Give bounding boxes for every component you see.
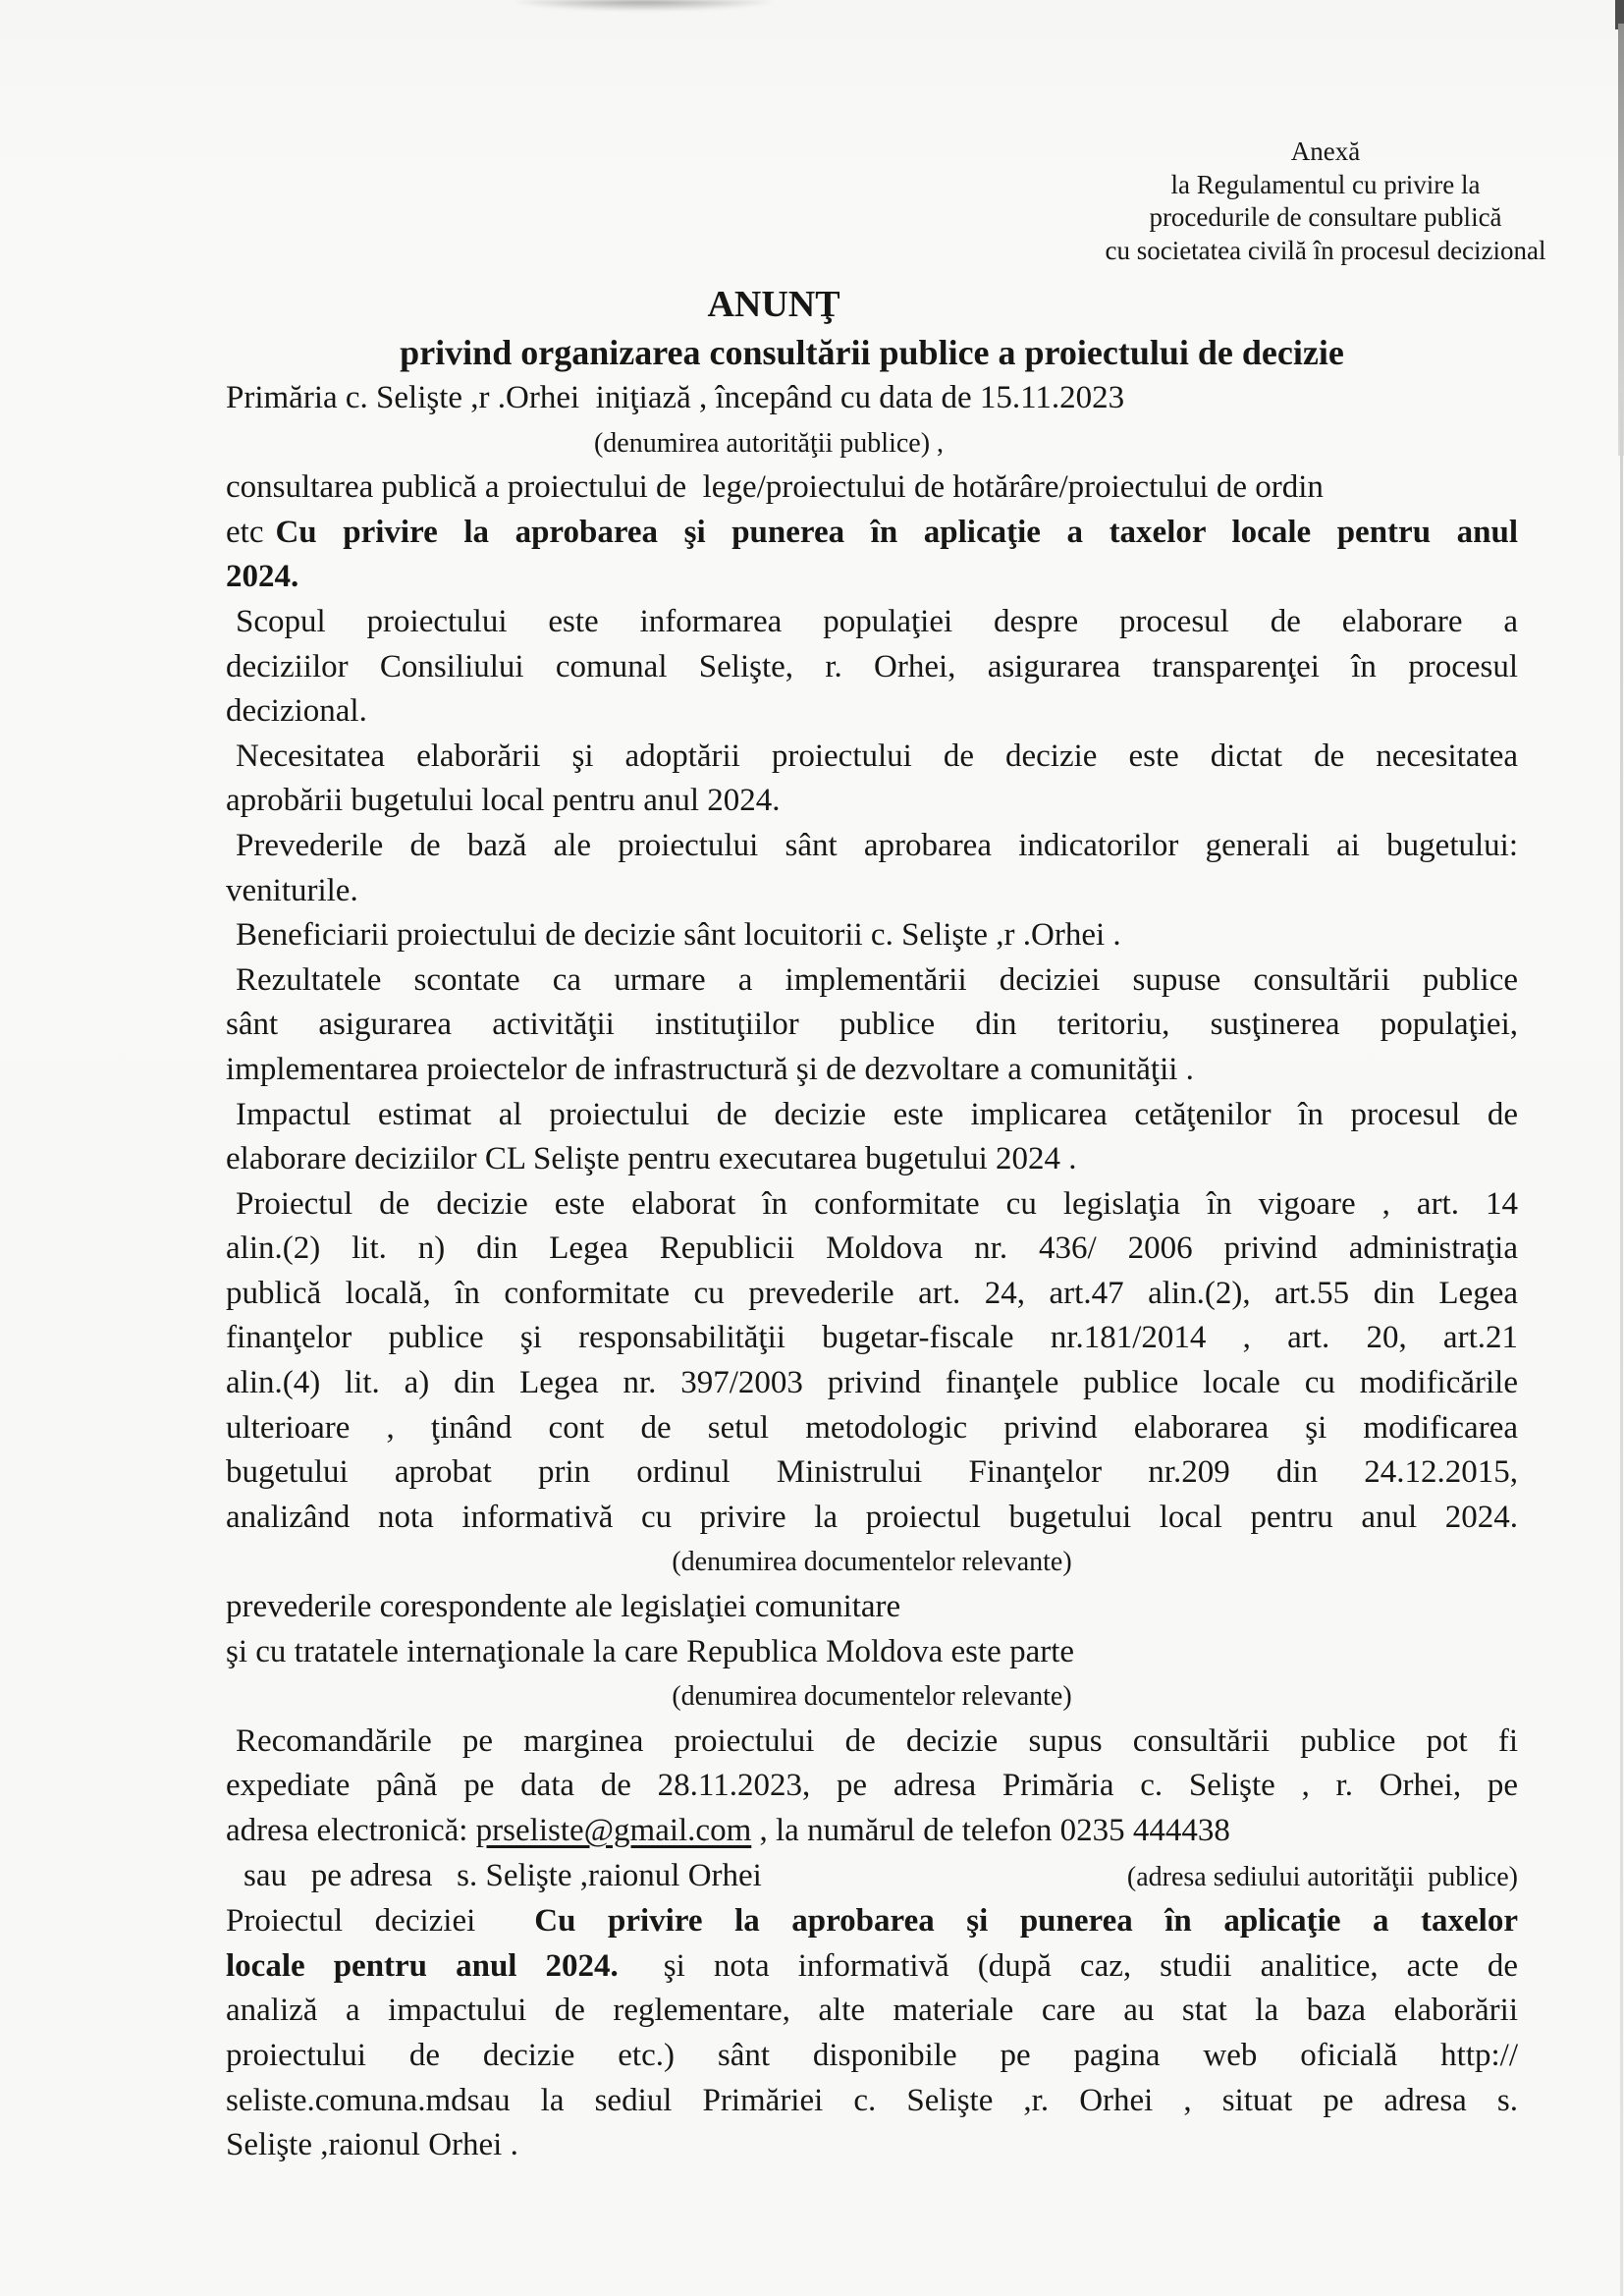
doc-line: prevederile corespondente ale legislaţiei comunitare bbox=[226, 1589, 901, 1625]
email-address: prseliste@gmail.com bbox=[475, 1813, 752, 1848]
doc-line-recommendations: Recomandările pe marginea proiectului de decizie supus consultării publice pot fi bbox=[236, 1722, 1518, 1759]
scan-smudge-top bbox=[515, 0, 771, 11]
doc-line bbox=[226, 1944, 1518, 1990]
doc-line-beneficiaries: Beneficiarii proiectului de decizie sânt locuitorii c. Selişte ,r .Orhei . bbox=[236, 917, 1121, 954]
doc-line-provisions: Prevederile de bază ale proiectului sânt aprobarea indicatorilor generali ai bugetului: bbox=[236, 827, 1518, 863]
decision-title-bold: locale pentru anul 2024. bbox=[226, 1947, 619, 1984]
doc-line: deciziilor Consiliului comunal Selişte, r. Orhei, asigurarea transparenţei în procesul bbox=[226, 648, 1518, 684]
doc-line: implementarea proiectelor de infrastructură şi de dezvoltare a comunităţii . bbox=[226, 1051, 1194, 1087]
decision-title-bold: Cu privire la aprobarea şi punerea în aplicaţie a taxelor locale pentru anul bbox=[275, 514, 1518, 550]
doc-line-authority: Primăria c. Selişte ,r .Orhei iniţiază , începând cu data de 15.11.2023 bbox=[226, 380, 1125, 415]
annex-note bbox=[1095, 136, 1556, 267]
doc-line: analiză a impactului de reglementare, alte materiale care au stat la baza elaborării bbox=[226, 1993, 1518, 2029]
annex-note-line: cu societatea civilă în procesul decizional bbox=[1105, 235, 1546, 265]
doc-line: analizând nota informativă cu privire la proiectul bugetului local pentru anul 2024. bbox=[226, 1499, 1518, 1535]
document-title bbox=[226, 280, 1518, 329]
doc-line: ulterioare , ţinând cont de setul metodologic privind elaborarea şi modificarea bbox=[226, 1409, 1518, 1446]
doc-line-decision-title bbox=[226, 511, 1518, 556]
doc-line-impact: Impactul estimat al proiectului de decizie este implicarea cetăţenilor în procesul de bbox=[236, 1096, 1518, 1132]
doc-line: publică locală, în conformitate cu prevederile art. 24, art.47 alin.(2), art.55 din Legea bbox=[226, 1275, 1518, 1311]
document-subtitle: privind organizarea consultării publice a proiectului de decizie bbox=[400, 333, 1344, 372]
doc-line: finanţelor publice şi responsabilităţii bugetar-fiscale nr.181/2014 , art. 20, art.21 bbox=[226, 1320, 1518, 1356]
doc-line: consultarea publică a proiectului de lege/proiectului de hotărâre/proiectului de ordin bbox=[226, 469, 1324, 506]
annex-note-line: Anexă bbox=[1290, 137, 1361, 166]
annex-note-line: la Regulamentul cu privire la bbox=[1170, 169, 1481, 199]
decision-title-bold: Cu privire la aprobarea şi punerea în aplicaţie a taxelor bbox=[534, 1903, 1518, 1940]
doc-line: expediate până pe data de 28.11.2023, pe adresa Primăria c. Selişte , r. Orhei, pe bbox=[226, 1768, 1518, 1804]
doc-line: bugetului aprobat prin ordinul Ministrului Finanţelor nr.209 din 24.12.2015, bbox=[226, 1454, 1518, 1491]
doc-line-results: Rezultatele scontate ca urmare a implementării deciziei supuse consultării publice bbox=[236, 961, 1518, 998]
document-title-text: ANUNŢ bbox=[707, 284, 840, 325]
doc-line-part: şi nota informativă (după caz, studii analitice, acte de bbox=[663, 1947, 1518, 1984]
doc-line: decizional. bbox=[226, 693, 367, 730]
doc-line-part: etc bbox=[226, 514, 264, 550]
doc-line: Selişte ,raionul Orhei . bbox=[226, 2127, 518, 2163]
scan-edge-right bbox=[1618, 24, 1624, 456]
phone-number: 0235 444438 bbox=[1059, 1813, 1230, 1848]
doc-line-contact bbox=[226, 1809, 1518, 1854]
doc-line: sânt asigurarea activităţii instituţiilor publice din teritoriu, susţinerea populaţiei, bbox=[226, 1007, 1518, 1043]
doc-line: veniturile. bbox=[226, 872, 358, 908]
doc-line-legal-basis: Proiectul de decizie este elaborat în conformitate cu legislaţia în vigoare , art. 14 bbox=[236, 1185, 1518, 1222]
postal-address: sau pe adresa s. Selişte ,raionul Orhei bbox=[244, 1857, 762, 1893]
doc-line-part: , la numărul de telefon bbox=[751, 1813, 1060, 1848]
doc-line-note-address: (adresa sediului autorităţii publice) bbox=[1126, 1861, 1518, 1892]
doc-line: alin.(4) lit. a) din Legea nr. 397/2003 privind finanţele publice locale cu modificările bbox=[226, 1365, 1518, 1401]
doc-line: şi cu tratatele internaţionale la care Republica Moldova este parte bbox=[226, 1633, 1075, 1669]
doc-line-note-documents: (denumirea documentelor relevante) bbox=[672, 1547, 1072, 1578]
document-body bbox=[226, 280, 1518, 2168]
doc-line-note-authority: (denumirea autorităţii publice) , bbox=[593, 427, 945, 459]
doc-line: elaborare deciziilor CL Selişte pentru executarea bugetului 2024 . bbox=[226, 1141, 1077, 1177]
doc-line-part: Proiectul deciziei bbox=[226, 1903, 476, 1940]
doc-line-necessity: Necesitatea elaborării şi adoptării proiectului de decizie este dictat de necesitatea bbox=[236, 738, 1518, 774]
doc-line-year: 2024. bbox=[226, 559, 299, 595]
doc-line-part: adresa electronică: bbox=[226, 1813, 476, 1848]
doc-line-address bbox=[226, 1854, 1518, 1900]
doc-line: alin.(2) lit. n) din Legea Republicii Moldova nr. 436/ 2006 privind administraţia bbox=[226, 1230, 1518, 1267]
doc-line-scope: Scopul proiectului este informarea populaţiei despre procesul de elaborare a bbox=[236, 603, 1518, 639]
scan-edge-right-faint bbox=[1620, 393, 1623, 2296]
doc-line: aprobării bugetului local pentru anul 2024. bbox=[226, 783, 781, 819]
doc-line-project-decision bbox=[226, 1899, 1518, 1944]
doc-line-note-documents: (denumirea documentelor relevante) bbox=[672, 1681, 1072, 1713]
annex-note-line: procedurile de consultare publică bbox=[1149, 202, 1502, 232]
doc-line-website: seliste.comuna.mdsau la sediul Primăriei c. Selişte ,r. Orhei , situat pe adresa s. bbox=[226, 2082, 1518, 2118]
doc-line: proiectului de decizie etc.) sânt disponibile pe pagina web oficială http:// bbox=[226, 2037, 1518, 2073]
